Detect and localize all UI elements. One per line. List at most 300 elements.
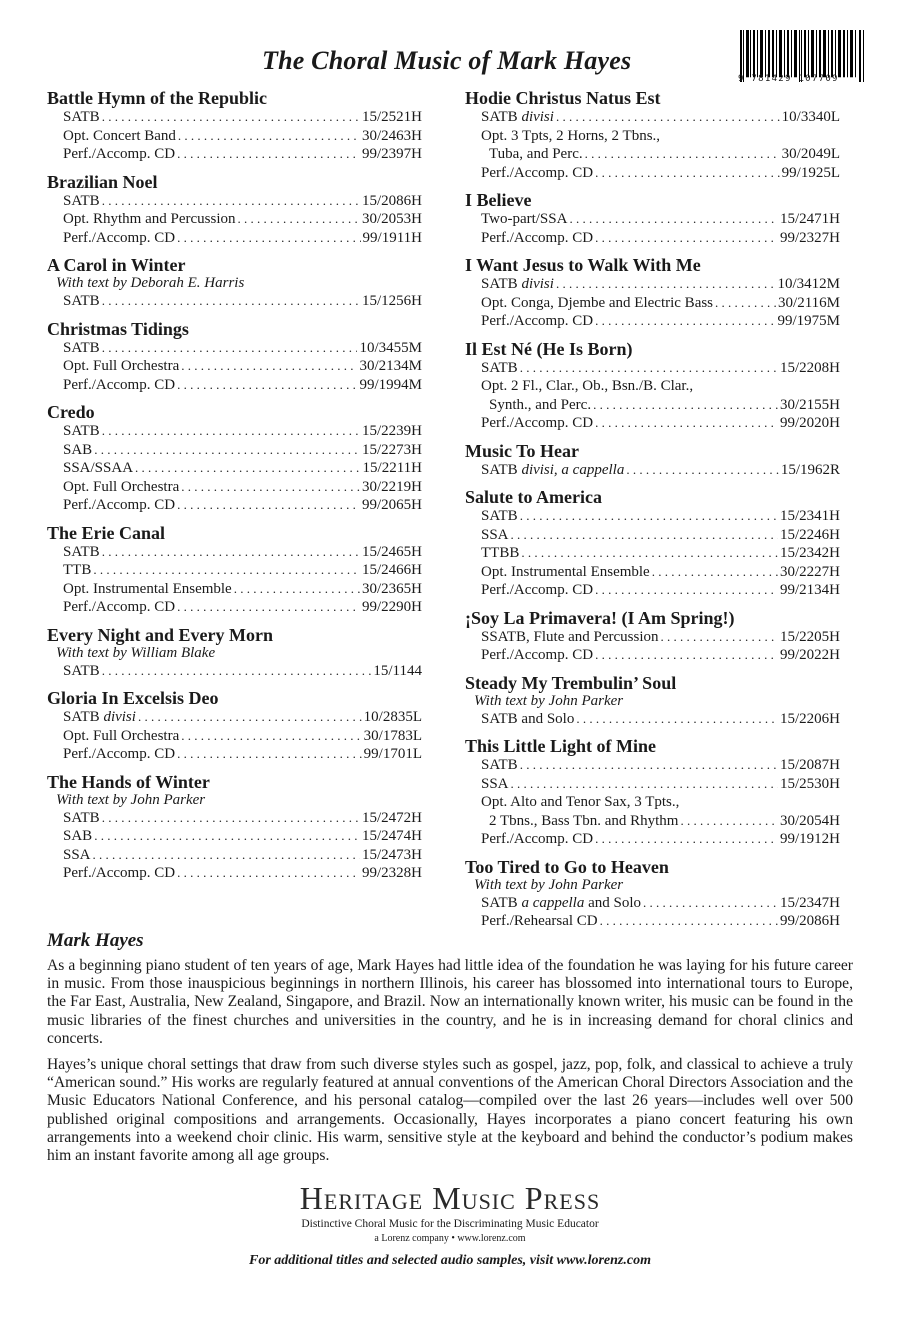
product-code: 15/2273H: [362, 441, 422, 458]
catalog-item: [47, 319, 422, 395]
product-code: 10/3340L: [781, 109, 840, 125]
product-code: 30/2049L: [781, 146, 840, 162]
row-label: SATB: [481, 109, 518, 125]
dot-leader: [652, 563, 778, 582]
row-label: SATB: [63, 809, 100, 826]
catalog-row: [47, 727, 422, 746]
product-code: 30/2054H: [780, 812, 840, 829]
row-label: SSA: [481, 775, 509, 792]
catalog-row: [47, 376, 422, 395]
catalog-row: [47, 809, 422, 828]
row-label: Perf./Accomp. CD: [63, 865, 176, 881]
product-code: 15/2087H: [780, 757, 840, 773]
item-subtitle: With text by John Parker: [474, 876, 624, 893]
dot-leader: [556, 275, 776, 294]
catalog-row: [465, 164, 840, 183]
catalog-row: [465, 581, 840, 600]
row-label-wrap: [63, 745, 177, 764]
row-label: SSA: [481, 526, 509, 543]
catalog-row: [47, 561, 422, 580]
item-title: Brazilian Noel: [47, 171, 158, 192]
dot-leader: [585, 145, 780, 164]
product-code: 15/2521H: [362, 109, 422, 125]
footer-note: For additional titles and selected audio samples, visit www.lorenz.com: [248, 1253, 651, 1268]
product-code: 30/1783L: [363, 727, 422, 744]
catalog-row: [47, 598, 422, 617]
product-code: 15/2342H: [780, 545, 840, 561]
catalog-row: [47, 662, 422, 681]
page-title: The Choral Music of Mark Hayes: [262, 46, 632, 75]
row-label-wrap: [63, 108, 102, 127]
dot-leader: [234, 580, 360, 599]
row-label: SATB: [481, 461, 518, 478]
dot-leader: [521, 544, 778, 563]
product-code: 15/2471H: [780, 211, 840, 227]
item-title: A Carol in Winter: [47, 255, 186, 275]
row-label: SATB: [481, 359, 518, 376]
catalog-row: [465, 396, 840, 415]
row-label: SATB: [63, 543, 100, 560]
row-continuation: Tuba, and Perc.: [489, 146, 583, 162]
dot-leader: [181, 478, 360, 497]
catalog-row: [47, 580, 422, 599]
row-label: Perf./Accomp. CD: [481, 582, 594, 598]
product-code: 99/2020H: [780, 415, 840, 431]
product-code: 99/2065H: [362, 497, 422, 513]
catalog-item: [465, 441, 840, 480]
row-label: TTBB: [481, 545, 520, 561]
catalog-item: [465, 190, 840, 247]
row-label-wrap: [63, 127, 178, 146]
catalog-row: [465, 812, 840, 831]
row-label: Perf./Accomp. CD: [481, 831, 594, 847]
product-code: 15/2472H: [362, 809, 422, 826]
row-label: Perf./Accomp. CD: [63, 146, 176, 162]
row-label: SATB: [63, 709, 100, 725]
catalog-item: [465, 255, 840, 331]
catalog-row: [47, 145, 422, 164]
item-title: Music To Hear: [465, 440, 580, 461]
product-code: 99/1912H: [780, 831, 840, 847]
dot-leader: [177, 229, 360, 248]
dot-leader: [102, 662, 372, 681]
row-label: SATB: [63, 293, 100, 309]
dot-leader: [680, 812, 778, 831]
catalog-row: [47, 339, 422, 358]
catalog-row: [465, 756, 840, 775]
row-label: Opt. Conga, Djembe and Electric Bass: [481, 294, 714, 311]
left-catalog-column: [47, 88, 422, 891]
product-code: 15/2465H: [362, 543, 422, 560]
row-label: SATB: [63, 423, 100, 439]
dot-leader: [511, 526, 778, 545]
item-title: The Hands of Winter: [47, 771, 210, 792]
catalog-row: [47, 478, 422, 497]
row-label-wrap: [63, 339, 102, 358]
catalog-row: [465, 414, 840, 433]
row-label: Opt. Concert Band: [63, 127, 176, 144]
row-label-wrap: [481, 628, 661, 647]
row-label-wrap: [63, 192, 102, 211]
catalog-item: [465, 857, 840, 931]
item-subtitle: With text by William Blake: [56, 644, 216, 661]
product-code: 30/2155H: [780, 396, 840, 413]
dot-leader: [102, 543, 360, 562]
row-label-wrap: [481, 108, 556, 127]
row-label: Opt. Rhythm and Percussion: [63, 211, 236, 227]
dot-leader: [661, 628, 778, 647]
dot-leader: [94, 827, 360, 846]
dot-leader: [181, 357, 357, 376]
item-title: Steady My Trembulin’ Soul: [465, 672, 677, 693]
product-code: 15/2473H: [362, 846, 422, 863]
row-label: Opt. Full Orchestra: [63, 478, 180, 495]
product-code: 15/2341H: [780, 508, 840, 524]
product-code: 15/2208H: [780, 359, 840, 376]
row-label-wrap: [481, 414, 595, 433]
catalog-item: [47, 172, 422, 248]
dot-leader: [520, 756, 778, 775]
product-code: 99/1911H: [362, 229, 422, 246]
row-label-wrap: [481, 229, 595, 248]
row-label-wrap: [63, 827, 94, 846]
dot-leader: [178, 127, 360, 146]
product-code: 15/2211H: [362, 460, 422, 476]
row-label: Perf./Accomp. CD: [63, 229, 176, 246]
row-label-wrap: [63, 210, 238, 229]
row-label: SATB and Solo: [481, 710, 575, 727]
catalog-item: [465, 673, 840, 729]
row-label-wrap: [481, 756, 520, 775]
row-label-wrap: [63, 598, 177, 617]
product-code: 15/2466H: [362, 562, 422, 578]
dot-leader: [520, 507, 778, 526]
catalog-item: [47, 88, 422, 164]
catalog-row: [465, 210, 840, 229]
catalog-item: [465, 339, 840, 433]
catalog-row: [465, 229, 840, 248]
row-continuation: Synth., and Perc.: [489, 396, 592, 413]
catalog-row: [47, 745, 422, 764]
catalog-item: [465, 608, 840, 665]
product-code: 15/2530H: [780, 775, 840, 792]
row-label-wrap: [481, 294, 715, 313]
row-label: Opt. Instrumental Ensemble: [63, 580, 232, 597]
row-label: SATB: [63, 662, 100, 679]
product-code: 15/1962R: [780, 461, 840, 478]
dot-leader: [102, 292, 360, 311]
item-title: Every Night and Every Morn: [47, 624, 273, 645]
product-code: 15/1256H: [362, 293, 422, 309]
row-label-wrap: [481, 164, 595, 183]
item-title: Hodie Christus Natus Est: [465, 88, 661, 108]
catalog-row: [465, 108, 840, 127]
catalog-item: [465, 487, 840, 600]
bio-paragraph-1: As a beginning piano student of ten years of age, Mark Hayes had little idea of the foundation he was laying for his future career in music. From those inauspicious beginnings in northern Illinois, his career has blossomed into international tours to Europe, the Far East, Australia, New Zealand, Singapore, and Brazil. Now an internationally known writer, his music can be found in the music libraries of the finest churches and universities in the country, and he is in increasing demand for choral clinics and concerts.: [47, 957, 853, 1047]
row-label: SATB: [481, 757, 518, 773]
item-title: Battle Hymn of the Republic: [47, 88, 267, 108]
item-title: Too Tired to Go to Heaven: [465, 856, 669, 877]
dot-leader: [177, 864, 360, 883]
product-code: 30/2219H: [362, 478, 422, 495]
row-label: Opt. Alto and Tenor Sax, 3 Tpts.,: [481, 794, 680, 810]
catalog-row: [47, 422, 422, 441]
product-code: 15/2086H: [362, 192, 422, 209]
row-label-wrap: [63, 357, 181, 376]
product-code: 15/2347H: [780, 894, 840, 911]
row-label-wrap: [63, 376, 177, 395]
dot-leader: [511, 775, 778, 794]
row-label-italic: a cappella: [521, 894, 585, 911]
product-code: 99/2397H: [362, 146, 422, 162]
dot-leader: [138, 708, 362, 727]
row-label-wrap: [63, 292, 102, 311]
dot-leader: [177, 496, 360, 515]
product-code: 99/1925L: [781, 164, 840, 181]
dot-leader: [595, 229, 778, 248]
product-code: 99/1975M: [777, 313, 840, 329]
catalog-row: [465, 359, 840, 378]
product-code: 99/1994M: [359, 376, 422, 393]
catalog-row: [47, 292, 422, 311]
product-code: 30/2134M: [359, 358, 422, 374]
row-label: Perf./Accomp. CD: [63, 746, 176, 762]
dot-leader: [595, 830, 778, 849]
publisher-logo-name: Heritage Music Press: [299, 1180, 601, 1216]
row-label-wrap: [481, 894, 643, 913]
dot-leader: [595, 414, 778, 433]
row-label-wrap: [481, 275, 556, 294]
dot-leader: [715, 294, 776, 313]
row-label-wrap: [489, 812, 680, 831]
catalog-row: [465, 145, 840, 164]
product-code: 30/2053H: [362, 211, 422, 227]
row-label-wrap: [481, 359, 520, 378]
catalog-row: [47, 864, 422, 883]
row-label-wrap: [63, 580, 234, 599]
item-title: I Want Jesus to Walk With Me: [465, 255, 701, 275]
item-title: Credo: [47, 402, 95, 422]
row-label-wrap: [481, 581, 595, 600]
dot-leader: [600, 912, 778, 931]
catalog-item: [47, 255, 422, 311]
catalog-row: [47, 127, 422, 146]
row-label-wrap: [481, 210, 569, 229]
dot-leader: [177, 376, 357, 395]
row-label: SAB: [63, 828, 93, 844]
catalog-row: [47, 357, 422, 376]
catalog-row: [465, 312, 840, 331]
catalog-row: [465, 526, 840, 545]
row-label-italic: divisi: [521, 276, 554, 292]
row-label-after: and Solo: [588, 894, 642, 911]
item-title: The Erie Canal: [47, 522, 166, 543]
catalog-row: [47, 543, 422, 562]
row-label-wrap: [63, 561, 93, 580]
row-label-wrap: [481, 526, 511, 545]
dot-leader: [102, 422, 360, 441]
item-subtitle: With text by Deborah E. Harris: [56, 275, 245, 291]
row-label: Perf./Rehearsal CD: [481, 913, 598, 929]
product-code: 99/2290H: [362, 599, 422, 615]
row-label-wrap: [63, 441, 94, 460]
row-label: SAB: [63, 441, 93, 458]
item-title: Il Est Né (He Is Born): [465, 338, 633, 359]
product-code: 99/2328H: [362, 865, 422, 881]
catalog-row: [47, 846, 422, 865]
catalog-row: [465, 628, 840, 647]
catalog-row: [465, 894, 840, 913]
row-label-wrap: [63, 422, 102, 441]
dot-leader: [102, 809, 360, 828]
dot-leader: [569, 210, 778, 229]
row-continuation: 2 Tbns., Bass Tbn. and Rhythm: [489, 812, 679, 829]
product-code: 15/2239H: [362, 423, 422, 439]
item-title: I Believe: [465, 190, 532, 210]
dot-leader: [595, 312, 775, 331]
catalog-row: [465, 544, 840, 563]
catalog-row: [47, 210, 422, 229]
product-code: 15/2205H: [780, 628, 840, 645]
catalog-row: [465, 830, 840, 849]
item-title: Salute to America: [465, 487, 602, 507]
row-label-wrap: [481, 563, 652, 582]
catalog-row: [47, 708, 422, 727]
right-catalog-column: [465, 88, 840, 939]
row-label-wrap: [63, 662, 102, 681]
row-label: SATB: [481, 894, 518, 911]
catalog-item: [465, 88, 840, 182]
product-code: 15/2474H: [362, 828, 422, 844]
product-code: 99/1701L: [363, 746, 422, 762]
product-code: 30/2227H: [780, 563, 840, 580]
dot-leader: [181, 727, 361, 746]
dot-leader: [94, 441, 360, 460]
product-code: 10/2835L: [363, 709, 422, 725]
row-label-wrap: [63, 459, 135, 478]
product-code: 15/1144: [373, 662, 422, 679]
row-label-wrap: [481, 312, 595, 331]
product-code: 99/2086H: [780, 913, 840, 929]
row-label: SATB: [63, 339, 100, 356]
row-label-wrap: [63, 543, 102, 562]
row-label-wrap: [63, 809, 102, 828]
product-code: 99/2022H: [780, 647, 840, 663]
catalog-row: [465, 775, 840, 794]
row-label: Two-part/SSA: [481, 211, 568, 227]
dot-leader: [593, 396, 778, 415]
dot-leader: [556, 108, 780, 127]
row-label-wrap: [481, 912, 600, 931]
catalog-row: [47, 459, 422, 478]
row-label-italic: divisi, a cappella: [521, 461, 625, 478]
catalog-item: [47, 772, 422, 883]
row-label-wrap: [481, 461, 626, 480]
row-label-wrap: [63, 145, 177, 164]
row-label: Perf./Accomp. CD: [63, 497, 176, 513]
catalog-row: [465, 710, 840, 729]
item-subtitle: With text by John Parker: [474, 692, 624, 709]
row-label-wrap: [63, 478, 181, 497]
bio-paragraph-2: Hayes’s unique choral settings that draw from such diverse styles such as gospel, jazz, pop, folk, and classical to achieve a truly “American sound.” His works are regularly featured at annual conventions of the American Choral Directors Association and the Music Educators National Conference, and his personal catalog—compiled over the last 26 years—includes well over 500 published original compositions and arrangements. Occasionally, Hayes incorporates a piano concert featuring his own arrangements into a weekend choir clinic. His warm, sensitive style at the keyboard and behind the conductor’s podium makes him an instant favorite among all age groups.: [47, 1056, 853, 1165]
product-code: 10/3455M: [359, 339, 422, 356]
row-label: Opt. Full Orchestra: [63, 358, 180, 374]
dot-leader: [595, 581, 778, 600]
row-label: Perf./Accomp. CD: [481, 229, 594, 246]
dot-leader: [520, 359, 778, 378]
catalog-row: [465, 646, 840, 665]
row-label: Perf./Accomp. CD: [481, 415, 594, 431]
catalog-item: [465, 736, 840, 849]
row-label: Opt. 2 Fl., Clar., Ob., Bsn./B. Clar.,: [481, 378, 694, 394]
row-label-wrap: [481, 507, 520, 526]
row-label-wrap: [63, 864, 177, 883]
catalog-row: [47, 496, 422, 515]
publisher-company-link[interactable]: a Lorenz company • www.lorenz.com: [374, 1233, 526, 1244]
dot-leader: [595, 646, 778, 665]
product-code: 99/2134H: [780, 582, 840, 598]
row-label: SSA: [63, 846, 91, 863]
row-label-wrap: [489, 145, 585, 164]
catalog-item: [47, 688, 422, 764]
catalog-row: [47, 441, 422, 460]
item-title: ¡Soy La Primavera! (I Am Spring!): [465, 607, 735, 628]
dot-leader: [177, 598, 360, 617]
item-title: Gloria In Excelsis Deo: [47, 688, 219, 708]
row-label: Perf./Accomp. CD: [481, 647, 594, 663]
row-label: Perf./Accomp. CD: [481, 164, 594, 181]
dot-leader: [643, 894, 778, 913]
dot-leader: [576, 710, 778, 729]
item-title: Christmas Tidings: [47, 318, 189, 339]
catalog-item: [47, 625, 422, 681]
dot-leader: [93, 846, 360, 865]
catalog-row: [47, 108, 422, 127]
bio-heading: Mark Hayes: [47, 930, 144, 951]
row-label: Opt. Full Orchestra: [63, 727, 180, 744]
dot-leader: [135, 459, 361, 478]
row-label: SATB: [63, 109, 100, 125]
product-code: 30/2116M: [778, 294, 840, 311]
product-code: 15/2206H: [780, 710, 840, 727]
product-code: 15/2246H: [780, 526, 840, 543]
row-label: SATB: [63, 192, 100, 209]
row-label-wrap: [481, 775, 511, 794]
catalog-row: [465, 507, 840, 526]
barcode-number: 9 781429 107709: [738, 74, 839, 84]
dot-leader: [102, 192, 360, 211]
row-label: TTB: [63, 562, 92, 578]
row-label-italic: divisi: [103, 709, 136, 725]
catalog-row: [47, 192, 422, 211]
dot-leader: [93, 561, 360, 580]
item-title: This Little Light of Mine: [465, 736, 657, 756]
product-code: 10/3412M: [777, 276, 840, 292]
dot-leader: [177, 145, 360, 164]
row-label: Opt. Instrumental Ensemble: [481, 563, 650, 580]
catalog-item: [47, 402, 422, 515]
row-label-italic: divisi: [521, 109, 554, 125]
row-label: Opt. 3 Tpts, 2 Horns, 2 Tbns.,: [481, 127, 661, 144]
row-label-wrap: [63, 846, 93, 865]
row-label-wrap: [63, 496, 177, 515]
dot-leader: [177, 745, 362, 764]
row-label-wrap: [489, 396, 593, 415]
row-label: Perf./Accomp. CD: [481, 313, 594, 329]
product-code: 99/2327H: [780, 229, 840, 246]
item-subtitle: With text by John Parker: [56, 791, 206, 808]
row-label: SSA/SSAA: [63, 460, 134, 476]
